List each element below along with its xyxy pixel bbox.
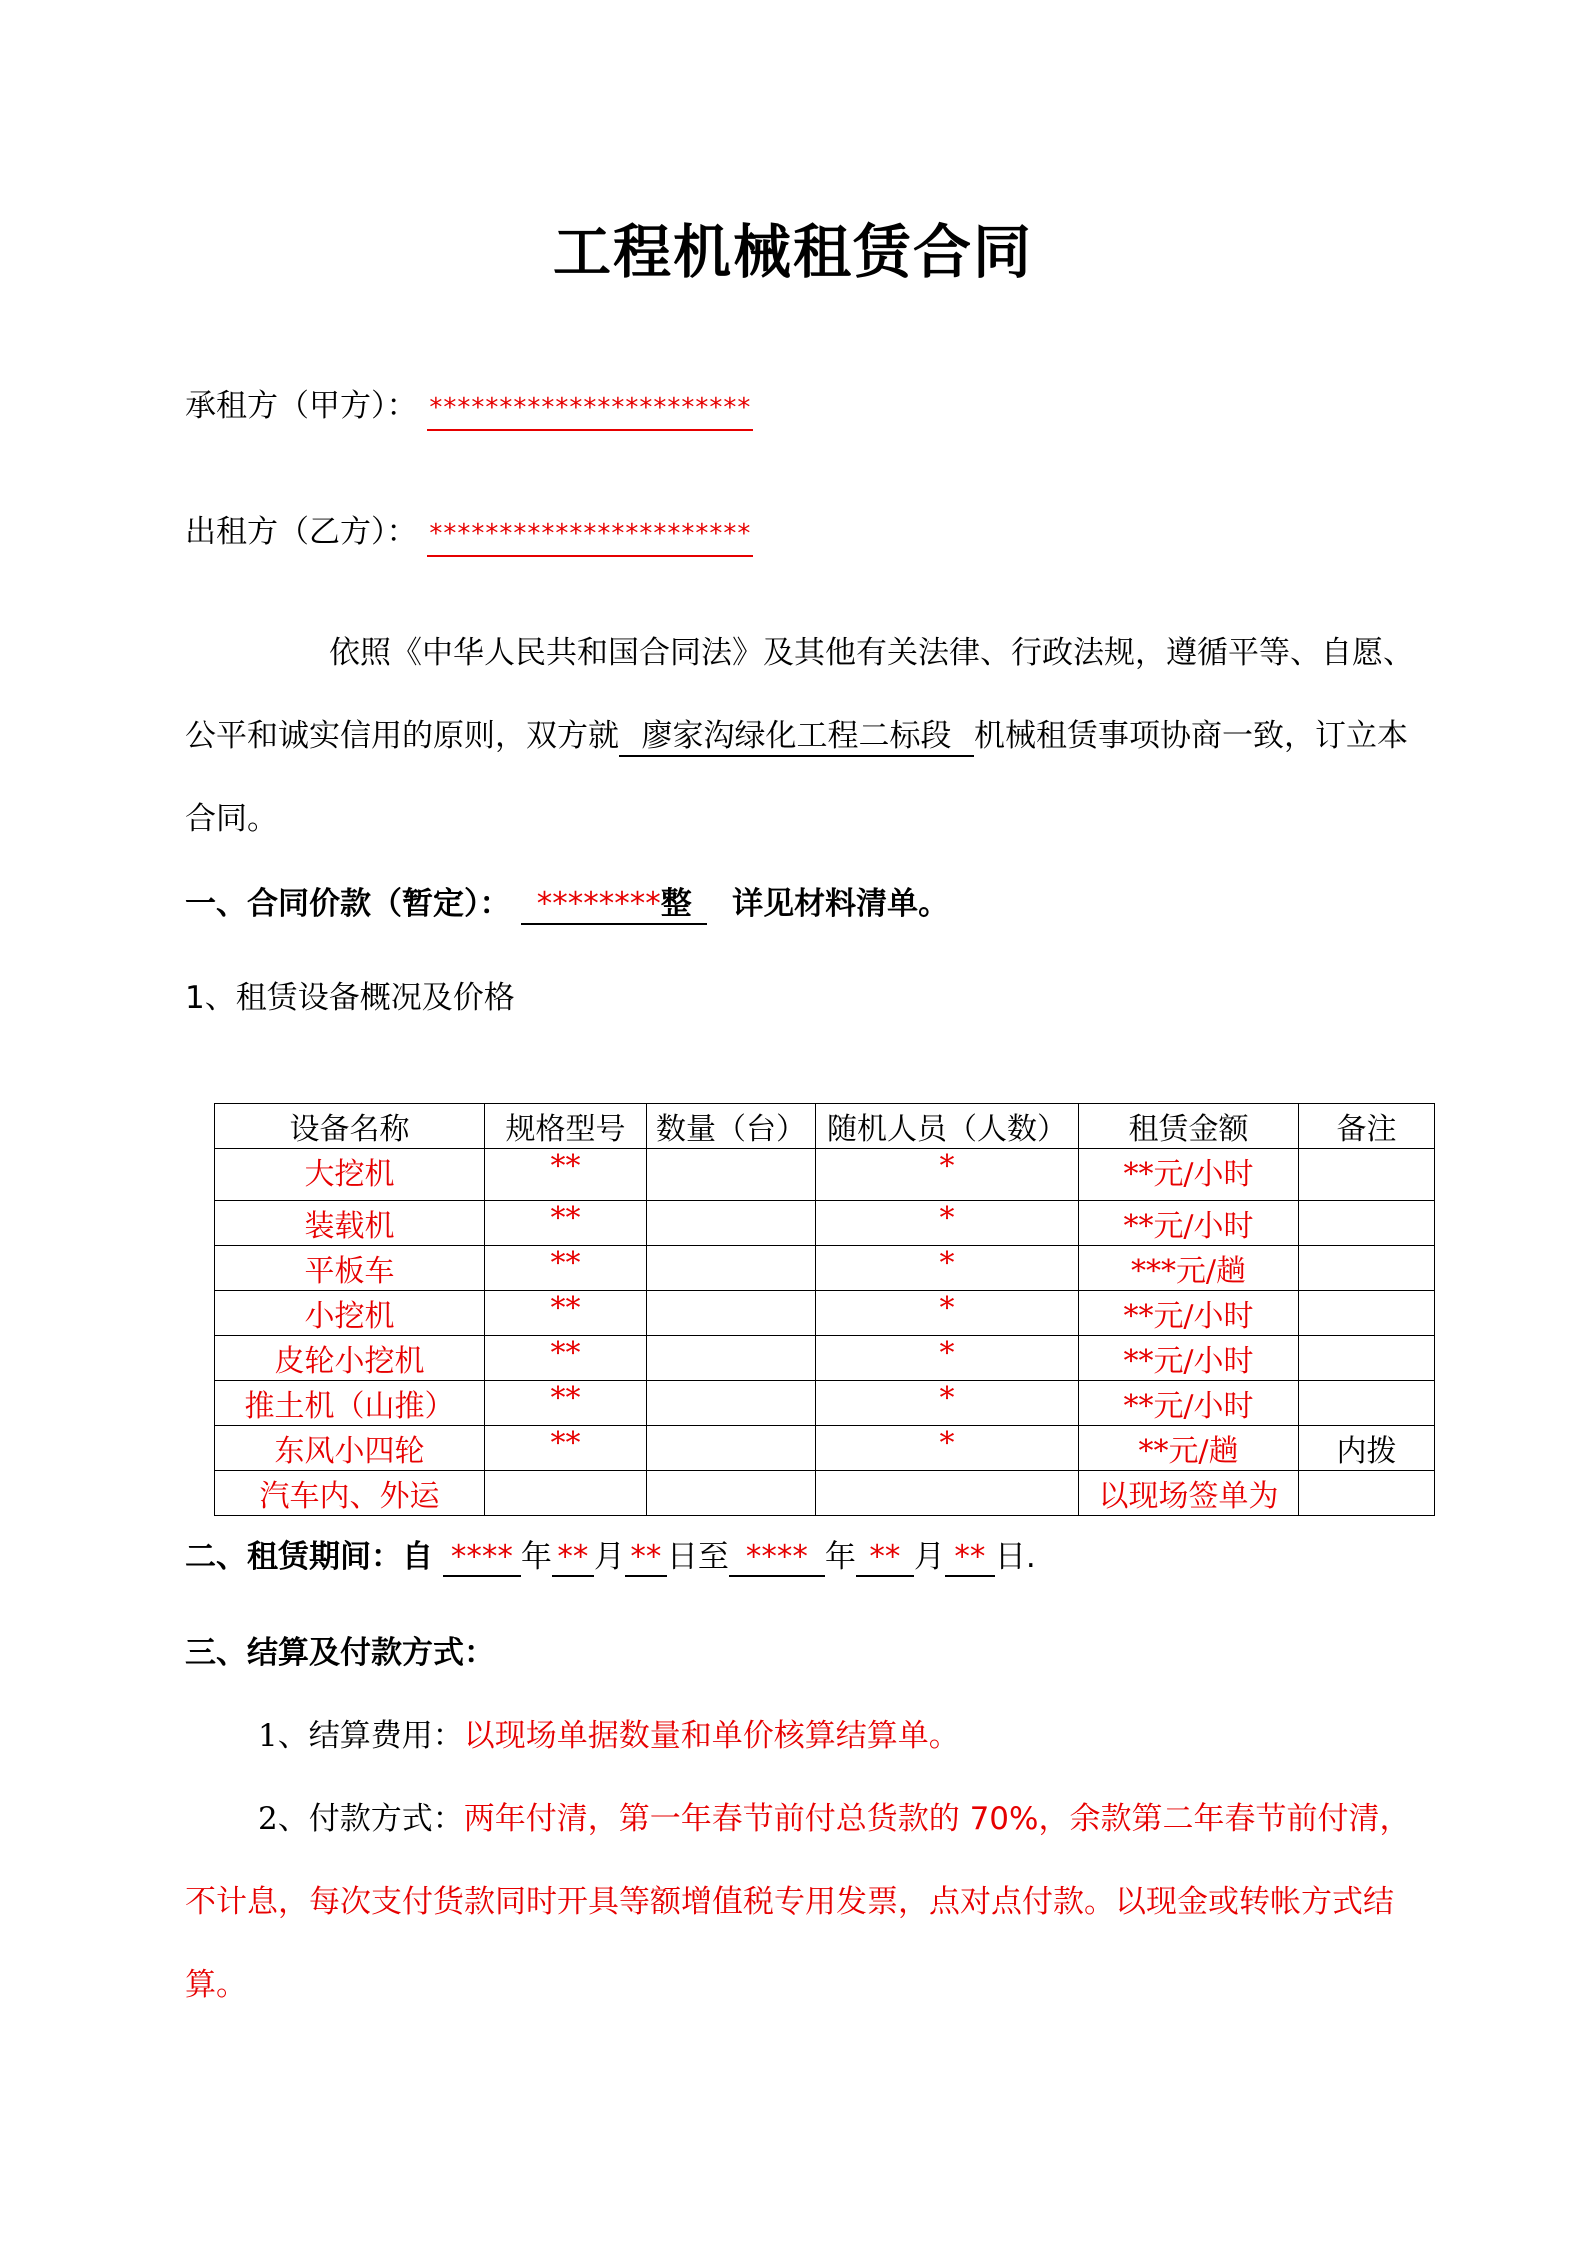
intro-line-3: 合同。 [185,801,278,837]
cell-qty [647,1426,816,1471]
cell-rate: **元/小时 [1079,1201,1299,1246]
project-name: 廖家沟绿化工程二标段 [619,710,974,757]
table-header-row [215,1104,1435,1149]
end-day-label: 日. [994,1539,1036,1575]
start-month-label: 月 [593,1539,625,1575]
cell-spec [485,1471,647,1516]
document-title: 工程机械租赁合同 [552,218,1033,286]
item-2-line-3: 算。 [185,1967,247,2003]
cell-staff [816,1471,1079,1516]
cell-rate: **元/小时 [1079,1381,1299,1426]
end-year-label: 年 [824,1539,856,1575]
cell-note [1299,1381,1435,1426]
item-2-number: 2、 [258,1801,309,1837]
cell-spec: ** [485,1336,647,1381]
cell-qty [647,1336,816,1381]
cell-qty [647,1246,816,1291]
contract-amount-suffix: 整 [660,886,692,922]
section-3-heading: 三、结算及付款方式： [185,1635,495,1671]
cell-qty [647,1149,816,1201]
cell-name: 大挖机 [215,1149,485,1201]
contract-amount [521,878,707,925]
cell-staff: * [816,1246,1079,1291]
start-month: ** [552,1539,594,1577]
intro-line-2 [185,710,1408,757]
cell-spec: ** [485,1381,647,1426]
item-2-label: 付款方式： [308,1801,464,1837]
cell-qty [647,1291,816,1336]
table-row [215,1291,1435,1336]
cell-spec: ** [485,1426,647,1471]
cell-rate: **元/趟 [1079,1426,1299,1471]
cell-name: 装载机 [215,1201,485,1246]
header-spec: 规格型号 [485,1104,647,1149]
party-a-value: *********************** [427,393,753,431]
section-2-heading: 二、租赁期间：自 [185,1539,433,1575]
cell-qty [647,1201,816,1246]
cell-name: 汽车内、外运 [215,1471,485,1516]
table-row [215,1246,1435,1291]
section-1-subheading: 1、租赁设备概况及价格 [185,980,515,1016]
section-2-row [185,1531,1036,1577]
intro-line-2-before: 公平和诚实信用的原则，双方就 [185,718,619,754]
cell-spec: ** [485,1291,647,1336]
start-year-label: 年 [520,1539,552,1575]
header-rate: 租赁金额 [1079,1104,1299,1149]
table-row [215,1381,1435,1426]
cell-rate: 以现场签单为 [1079,1471,1299,1516]
start-year: **** [443,1539,521,1577]
party-a-row [185,380,753,431]
cell-name: 平板车 [215,1246,485,1291]
section-3-item-2 [258,1793,1411,1838]
table-row [215,1426,1435,1471]
cell-staff: * [816,1291,1079,1336]
end-month: ** [856,1539,914,1577]
cell-rate: **元/小时 [1079,1336,1299,1381]
table-row [215,1336,1435,1381]
cell-note [1299,1149,1435,1201]
cell-note [1299,1471,1435,1516]
cell-spec: ** [485,1246,647,1291]
table-row [215,1149,1435,1201]
item-1-label: 结算费用： [308,1718,464,1754]
start-day: ** [625,1539,667,1577]
item-2-line-2: 不计息，每次支付货款同时开具等额增值税专用发票，点对点付款。以现金或转帐方式结 [185,1884,1394,1920]
table-row [215,1201,1435,1246]
header-qty: 数量（台） [647,1104,816,1149]
start-day-to-label: 日至 [666,1539,729,1575]
cell-staff: * [816,1149,1079,1201]
party-b-row [185,506,753,557]
cell-staff: * [816,1201,1079,1246]
header-note: 备注 [1299,1104,1435,1149]
cell-spec: ** [485,1201,647,1246]
intro-line-1: 依照《中华人民共和国合同法》及其他有关法律、行政法规，遵循平等、自愿、 [329,635,1414,671]
equipment-table [214,1103,1435,1516]
section-1-heading-row [185,878,949,925]
cell-note [1299,1336,1435,1381]
contract-amount-mask: ******** [536,886,661,922]
cell-name: 推土机（山推） [215,1381,485,1426]
party-b-label: 出租方（乙方）： [185,514,418,550]
cell-staff: * [816,1336,1079,1381]
cell-note [1299,1246,1435,1291]
end-year: **** [729,1539,825,1577]
cell-name: 东风小四轮 [215,1426,485,1471]
item-1-number: 1、 [258,1718,309,1754]
cell-note: 内拨 [1299,1426,1435,1471]
item-2-line-1: 两年付清，第一年春节前付总货款的 70%，余款第二年春节前付清， [463,1801,1411,1837]
cell-qty [647,1381,816,1426]
cell-note [1299,1201,1435,1246]
cell-staff: * [816,1426,1079,1471]
end-month-label: 月 [913,1539,945,1575]
header-name: 设备名称 [215,1104,485,1149]
party-b-value: *********************** [427,519,753,557]
intro-line-2-after: 机械租赁事项协商一致，订立本 [974,718,1408,754]
section-1-heading: 一、合同价款（暂定）： [185,886,511,922]
cell-rate: ***元/趟 [1079,1246,1299,1291]
cell-name: 小挖机 [215,1291,485,1336]
cell-staff: * [816,1381,1079,1426]
party-a-label: 承租方（甲方）： [185,388,418,424]
cell-rate: **元/小时 [1079,1291,1299,1336]
header-staff: 随机人员（人数） [816,1104,1079,1149]
item-1-text: 以现场单据数量和单价核算结算单。 [463,1718,960,1754]
table-row [215,1471,1435,1516]
cell-qty [647,1471,816,1516]
section-3-item-1 [258,1710,960,1755]
end-day: ** [945,1539,995,1577]
cell-note [1299,1291,1435,1336]
contract-amount-note: 详见材料清单。 [732,886,950,922]
cell-name: 皮轮小挖机 [215,1336,485,1381]
cell-rate: **元/小时 [1079,1149,1299,1201]
cell-spec: ** [485,1149,647,1201]
